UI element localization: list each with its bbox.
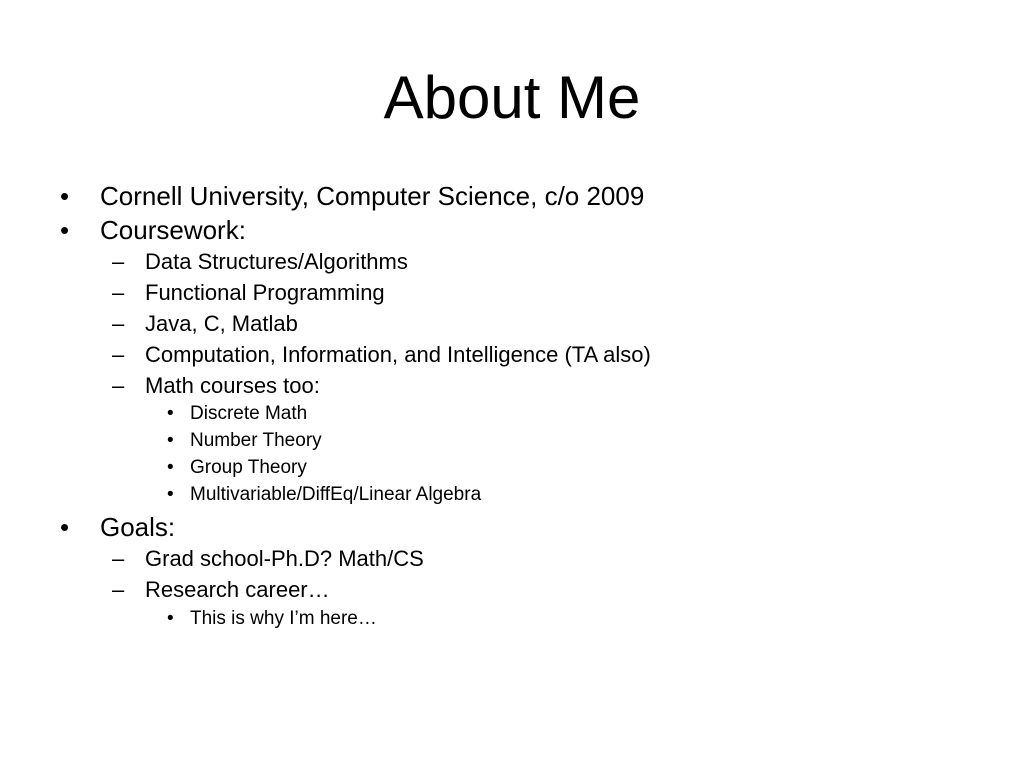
sub-item-text: Research career… — [145, 577, 330, 602]
sub-item-text: Grad school-Ph.D? Math/CS — [145, 546, 424, 571]
bullet-marker: • — [60, 512, 70, 542]
dash-marker: – — [112, 577, 125, 602]
sub-item-text: Functional Programming — [145, 280, 385, 305]
sub-sub-item-text: Multivariable/DiffEq/Linear Algebra — [190, 484, 482, 505]
dash-marker: – — [112, 311, 125, 336]
bullet-text: Goals: — [100, 512, 176, 542]
sub-item-text: Data Structures/Algorithms — [145, 249, 408, 274]
bullet-text: Cornell University, Computer Science, c/o 2009 — [100, 181, 645, 211]
sub-sub-item-text: This is why I’m here… — [190, 608, 377, 629]
bullet-marker: • — [167, 484, 174, 505]
dash-marker: – — [112, 342, 125, 367]
dash-marker: – — [112, 373, 125, 398]
bullet-marker: • — [60, 215, 70, 245]
sub-item-text: Java, C, Matlab — [145, 311, 298, 336]
sub-sub-item-text: Number Theory — [190, 430, 322, 451]
bullet-marker: • — [167, 430, 174, 451]
dash-marker: – — [112, 280, 125, 305]
bullet-marker: • — [60, 181, 70, 211]
bullet-marker: • — [167, 608, 174, 629]
bullet-text: Coursework: — [100, 215, 246, 245]
sub-item-text: Computation, Information, and Intelligence (TA also) — [145, 342, 651, 367]
sub-sub-item-text: Discrete Math — [190, 403, 308, 424]
dash-marker: – — [112, 546, 125, 571]
slide-title: About Me — [383, 64, 641, 131]
sub-sub-item-text: Group Theory — [190, 457, 307, 478]
bullet-marker: • — [167, 403, 174, 424]
dash-marker: – — [112, 249, 125, 274]
sub-item-text: Math courses too: — [145, 373, 320, 398]
bullet-marker: • — [167, 457, 174, 478]
